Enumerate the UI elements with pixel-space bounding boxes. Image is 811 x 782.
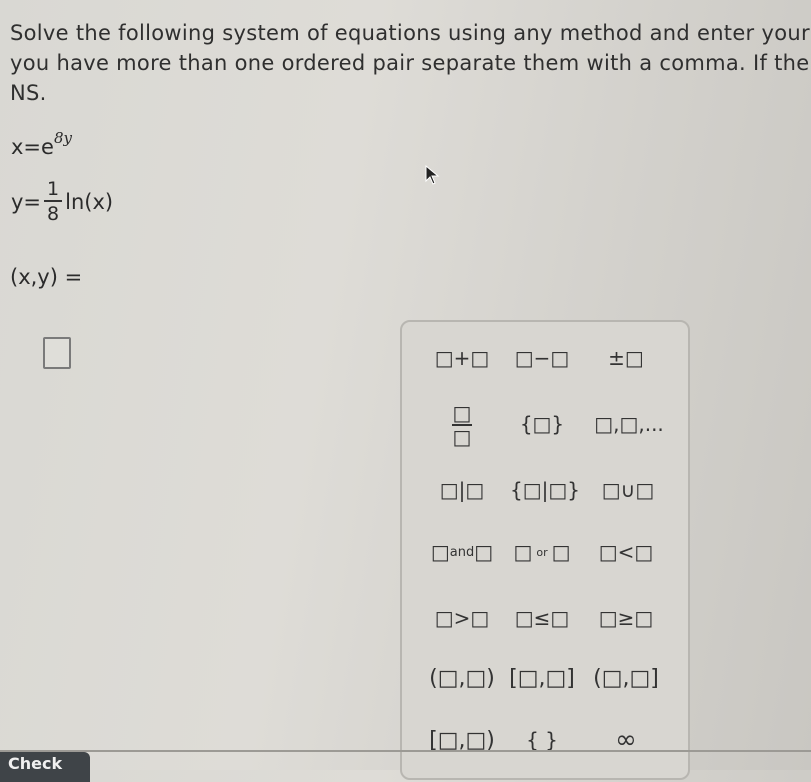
- palette-closed-interval-button[interactable]: [□,□]: [509, 665, 575, 691]
- instructions-line-3: NS.: [10, 81, 47, 105]
- equation-2: [11, 178, 113, 226]
- fraction-denominator: 8: [47, 203, 60, 225]
- palette-set-button[interactable]: {□}: [519, 412, 565, 436]
- palette-abs-button[interactable]: □|□: [439, 478, 485, 502]
- palette-less-equal-button[interactable]: □≤□: [514, 606, 570, 630]
- palette-or-second: □: [551, 540, 571, 564]
- palette-union-button[interactable]: □∪□: [601, 478, 655, 502]
- palette-and-word: and: [449, 544, 475, 560]
- math-palette: [400, 320, 690, 780]
- answer-label: (x,y) =: [10, 265, 83, 289]
- fraction-numerator: 1: [47, 178, 60, 200]
- palette-and-second: □: [474, 540, 494, 564]
- palette-fraction-denominator: □: [452, 425, 472, 449]
- palette-or-word: or: [536, 545, 548, 559]
- palette-empty-set-button[interactable]: { }: [526, 728, 558, 752]
- palette-or-first: □: [513, 540, 533, 564]
- palette-greater-equal-button[interactable]: □≥□: [598, 606, 654, 630]
- palette-open-interval-button[interactable]: (□,□): [429, 665, 495, 691]
- palette-or-button[interactable]: [502, 534, 582, 570]
- palette-fraction-button[interactable]: [422, 400, 502, 450]
- footer-divider: [0, 750, 811, 752]
- instructions-line-2: you have more than one ordered pair separate them with a comma. If the: [10, 51, 810, 75]
- equation-1-exponent: 8y: [53, 129, 72, 147]
- palette-fraction: [452, 402, 472, 448]
- palette-set-builder-button[interactable]: {□|□}: [510, 478, 580, 502]
- equation-1-lhs: x=e: [11, 135, 54, 159]
- palette-half-open-left-button[interactable]: (□,□]: [593, 665, 659, 691]
- palette-and-first: □: [430, 540, 450, 564]
- palette-fraction-numerator: □: [452, 401, 472, 425]
- answer-input[interactable]: [43, 337, 71, 369]
- palette-plus-minus-button[interactable]: ±□: [608, 346, 644, 370]
- equation-2-lhs: y=: [11, 190, 42, 214]
- equation-2-rhs: ln(x): [65, 190, 114, 214]
- palette-plus-button[interactable]: □+□: [434, 346, 490, 370]
- palette-less-than-button[interactable]: □<□: [598, 540, 654, 564]
- palette-and-button[interactable]: [422, 534, 502, 570]
- mouse-cursor-icon: [425, 165, 441, 185]
- instructions: [10, 18, 811, 108]
- palette-half-open-right-button[interactable]: [□,□): [429, 727, 495, 753]
- equation-2-fraction: [44, 178, 62, 226]
- palette-list-button[interactable]: □,□,...: [594, 412, 664, 436]
- palette-infinity-button[interactable]: ∞: [615, 725, 637, 755]
- palette-minus-button[interactable]: □−□: [514, 346, 570, 370]
- check-button[interactable]: Check: [0, 752, 90, 782]
- palette-greater-than-button[interactable]: □>□: [434, 606, 490, 630]
- equation-1: [11, 129, 72, 159]
- instructions-line-1: Solve the following system of equations using any method and enter your: [10, 21, 810, 45]
